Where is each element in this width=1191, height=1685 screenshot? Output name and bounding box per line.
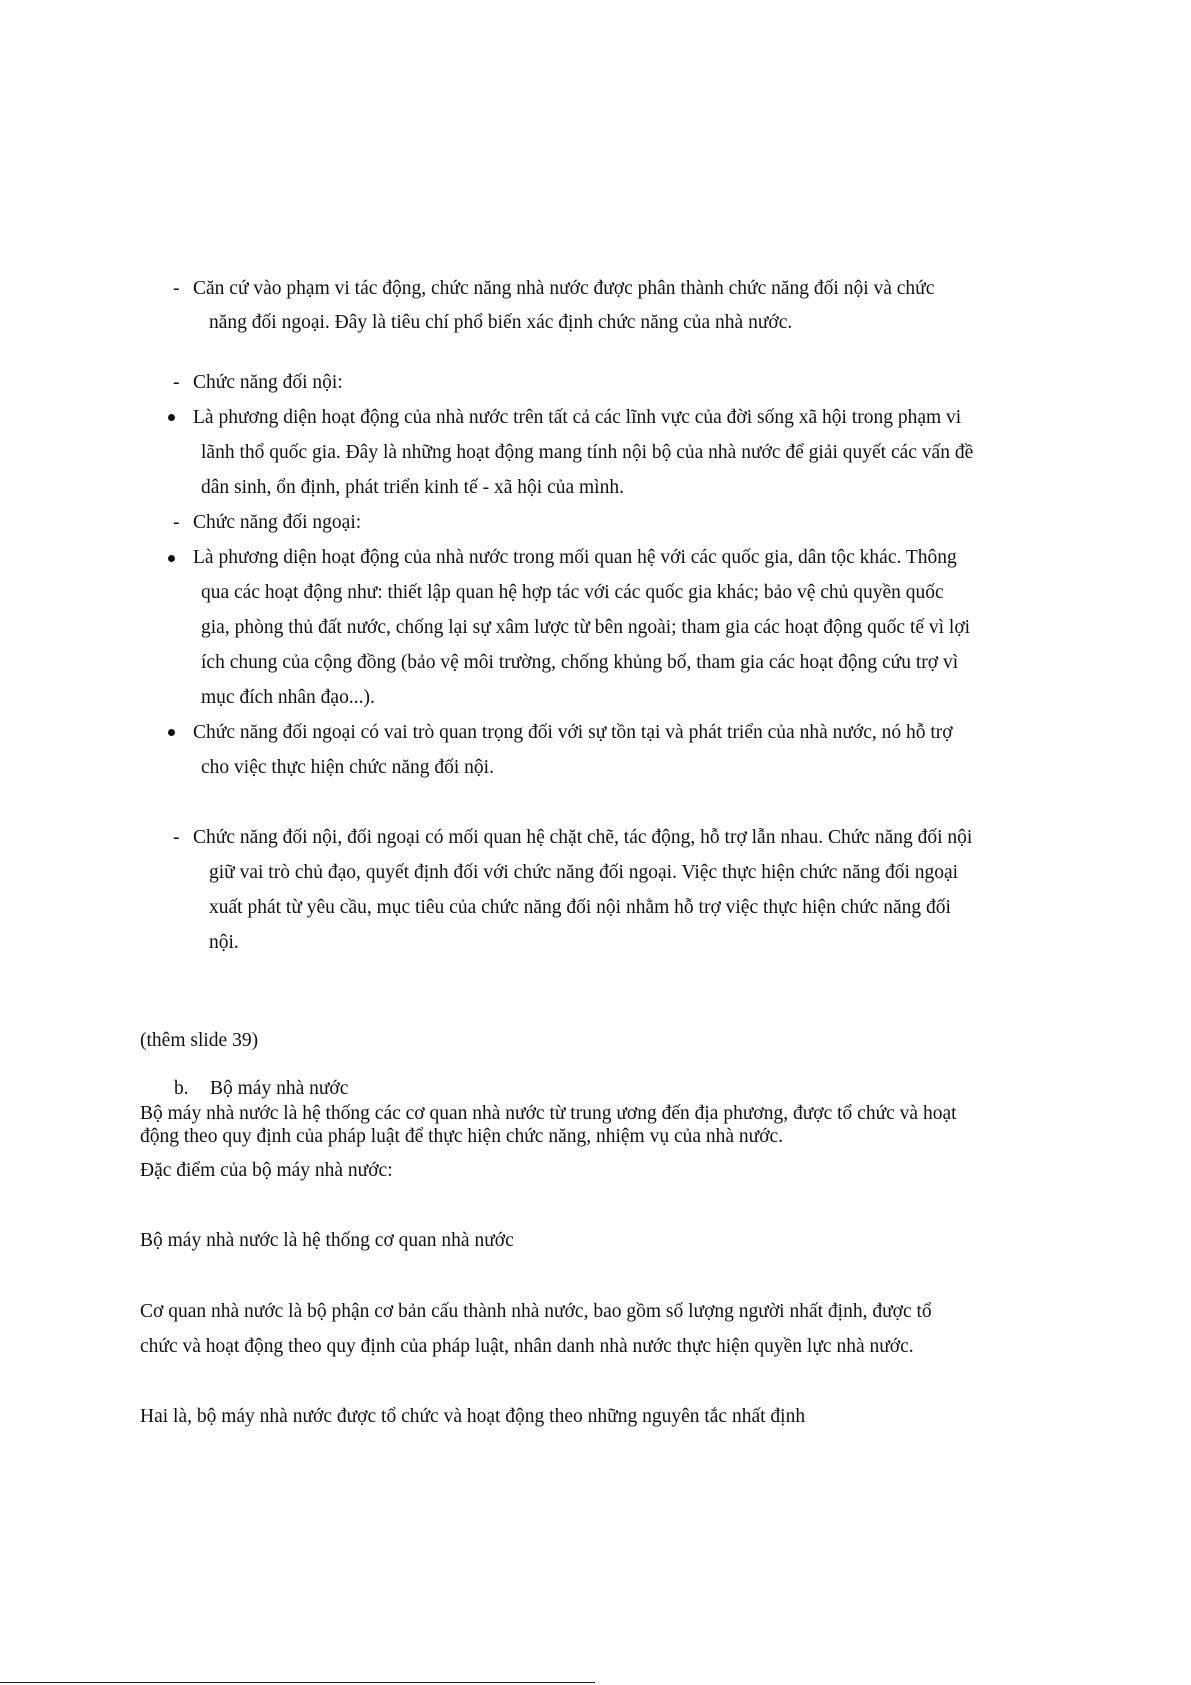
scope-criterion-line-1: Căn cứ vào phạm vi tác động, chức năng nhà nước được phân thành chức năng đối nội và chức (193, 278, 935, 299)
external-desc-line-3: gia, phòng thủ đất nước, chống lại sự xâm lược từ bên ngoài; tham gia các hoạt động quốc tế vì lợi (201, 617, 971, 638)
features-label: Đặc điểm của bộ máy nhà nước: (140, 1160, 393, 1181)
internal-function-heading: Chức năng đối nội: (193, 372, 343, 393)
dash-marker: - (173, 278, 180, 299)
external-desc-line-4: ích chung của cộng đồng (bảo vệ môi trường, chống khủng bố, tham gia các hoạt động cứu trợ vì (201, 652, 959, 673)
definition-line-2: động theo quy định của pháp luật để thực hiện chức năng, nhiệm vụ của nhà nước. (140, 1126, 784, 1147)
relationship-line-3: xuất phát từ yêu cầu, mục tiêu của chức năng đối nội nhằm hỗ trợ việc thực hiện chức năng đối (209, 897, 951, 918)
relationship-line-4: nội. (209, 932, 239, 953)
external-role-line-1: Chức năng đối ngoại có vai trò quan trọng đối với sự tồn tại và phát triển của nhà nước, nó hỗ trợ (193, 722, 953, 743)
agency-line-1: Cơ quan nhà nước là bộ phận cơ bản cấu thành nhà nước, bao gồm số lượng người nhất định, được tổ (140, 1301, 932, 1322)
agency-line-2: chức và hoạt động theo quy định của pháp luật, nhân danh nhà nước thực hiện quyền lực nhà nước. (140, 1336, 914, 1357)
feature-two: Hai là, bộ máy nhà nước được tổ chức và hoạt động theo những nguyên tắc nhất định (140, 1406, 806, 1427)
section-heading: Bộ máy nhà nước (210, 1078, 349, 1099)
dash-marker: - (173, 372, 180, 393)
slide-note: (thêm slide 39) (140, 1030, 259, 1051)
external-desc-line-2: qua các hoạt động như: thiết lập quan hệ hợp tác với các quốc gia khác; bảo vệ chủ quyền quốc (201, 582, 944, 603)
bullet-icon (168, 555, 175, 562)
relationship-line-2: giữ vai trò chủ đạo, quyết định đối với chức năng đối ngoại. Việc thực hiện chức năng đối ngoại (209, 862, 959, 883)
definition-line-1: Bộ máy nhà nước là hệ thống các cơ quan nhà nước từ trung ương đến địa phương, được tổ chức và hoạt (140, 1103, 957, 1124)
internal-desc-line-1: Là phương diện hoạt động của nhà nước trên tất cả các lĩnh vực của đời sống xã hội trong phạm vi (193, 407, 962, 428)
external-desc-line-1: Là phương diện hoạt động của nhà nước trong mối quan hệ với các quốc gia, dân tộc khác. Thông (193, 547, 957, 568)
internal-desc-line-3: dân sinh, ổn định, phát triển kinh tế - xã hội của mình. (201, 477, 624, 498)
external-role-line-2: cho việc thực hiện chức năng đối nội. (201, 757, 494, 778)
dash-marker: - (173, 512, 180, 533)
external-function-heading: Chức năng đối ngoại: (193, 512, 362, 533)
feature-one: Bộ máy nhà nước là hệ thống cơ quan nhà nước (140, 1230, 514, 1251)
external-desc-line-5: mục đích nhân đạo...). (201, 687, 375, 708)
internal-desc-line-2: lãnh thổ quốc gia. Đây là những hoạt động mang tính nội bộ của nhà nước để giải quyết các vấn đề (201, 442, 974, 463)
relationship-line-1: Chức năng đối nội, đối ngoại có mối quan hệ chặt chẽ, tác động, hỗ trợ lẫn nhau. Chức năng đối nội (193, 827, 973, 848)
section-letter: b. (174, 1078, 189, 1099)
dash-marker: - (173, 827, 180, 848)
footnote-separator (0, 1682, 595, 1683)
scope-criterion-line-2: năng đối ngoại. Đây là tiêu chí phổ biến xác định chức năng của nhà nước. (209, 312, 793, 333)
bullet-icon (168, 414, 175, 421)
bullet-icon (168, 729, 175, 736)
